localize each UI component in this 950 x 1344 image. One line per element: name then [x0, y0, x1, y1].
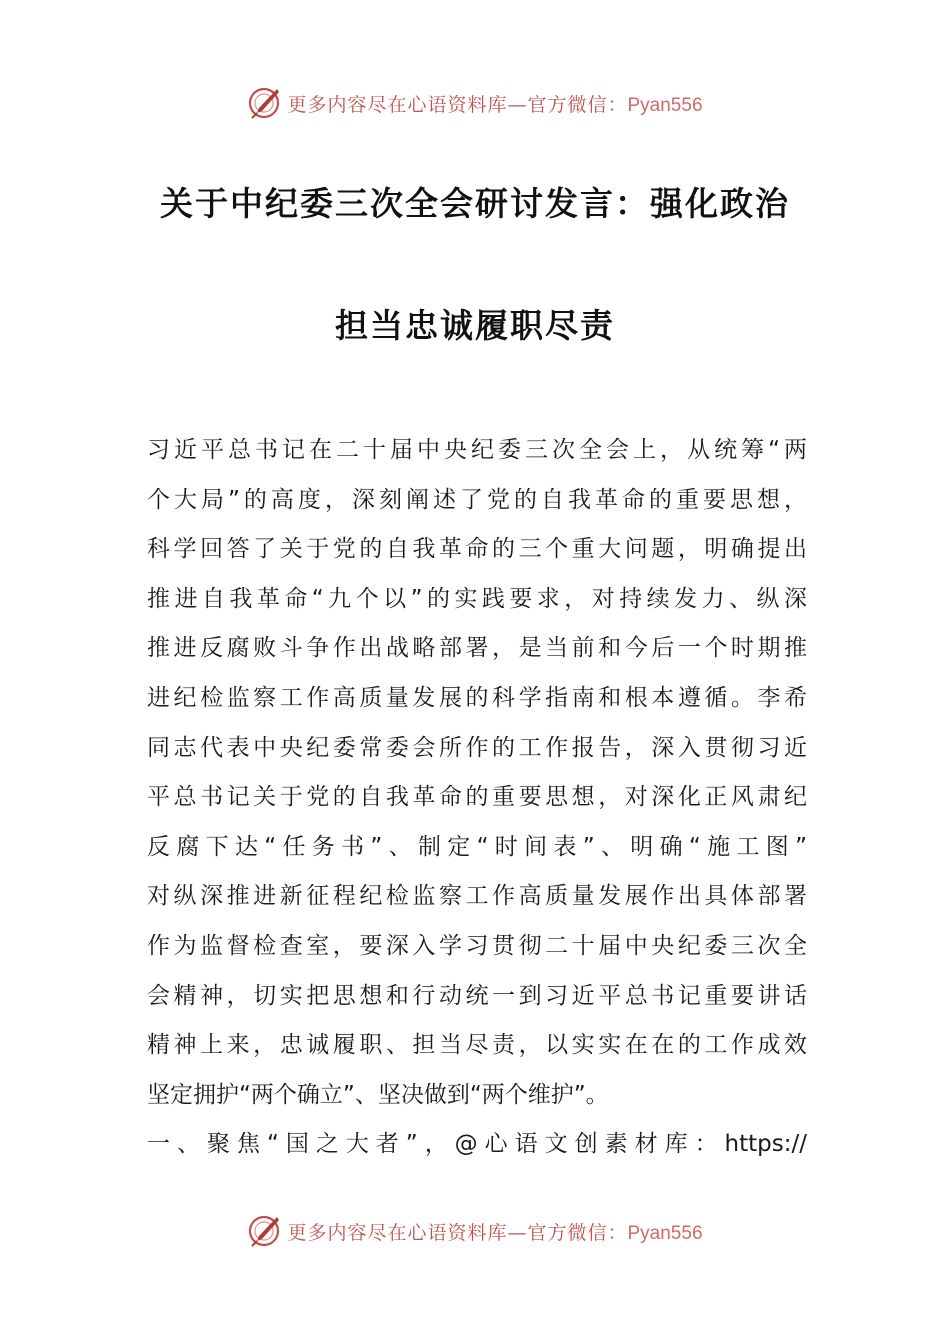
quill-circle-logo-icon	[247, 1214, 281, 1248]
header-watermark	[0, 83, 950, 123]
body-line: 会精神，切实把思想和行动统一到习近平总书记重要讲话	[147, 982, 807, 1009]
body-line: 精神上来，忠诚履职、担当尽责，以实实在在的工作成效	[147, 1032, 807, 1059]
body-line: 推进自我革命“九个以”的实践要求，对持续发力、纵深	[147, 585, 807, 612]
section-heading-line: 一、聚焦“国之大者”，@心语文创素材库：https://	[147, 1131, 807, 1158]
body-line: 作为监督检查室，要深入学习贯彻二十届中央纪委三次全	[147, 932, 807, 959]
page-title-line-2: 担当忠诚履职尽责	[335, 306, 615, 345]
watermark-account: Pyan556	[627, 1222, 703, 1244]
body-line: 推进反腐败斗争作出战略部署，是当前和今后一个时期推	[147, 635, 807, 662]
body-line: 反腐下达“任务书”、制定“时间表”、明确“施工图”	[147, 833, 807, 860]
body-paragraph	[147, 430, 807, 1174]
body-line: 科学回答了关于党的自我革命的三个重大问题，明确提出	[147, 536, 807, 563]
page-title-line-1: 关于中纪委三次全会研讨发言：强化政治	[160, 184, 790, 223]
footer-watermark	[0, 1211, 950, 1251]
body-line: 对纵深推进新征程纪检监察工作高质量发展作出具体部署	[147, 883, 807, 910]
watermark-text: 更多内容尽在心语资料库—官方微信：Pyan556	[287, 93, 703, 116]
quill-circle-logo-icon	[247, 86, 281, 120]
watermark-account: Pyan556	[627, 94, 703, 116]
body-line: 平总书记关于党的自我革命的重要思想，对深化正风肃纪	[147, 784, 807, 811]
body-line: 习近平总书记在二十届中央纪委三次全会上，从统筹“两	[147, 437, 807, 463]
body-line: 同志代表中央纪委常委会所作的工作报告，深入贯彻习近	[147, 734, 807, 761]
body-line: 个大局”的高度，深刻阐述了党的自我革命的重要思想，	[147, 486, 807, 513]
watermark-text: 更多内容尽在心语资料库—官方微信：Pyan556	[287, 1221, 703, 1244]
body-line: 坚定拥护“两个确立”、坚决做到“两个维护”。	[147, 1081, 609, 1108]
body-line: 进纪检监察工作高质量发展的科学指南和根本遵循。李希	[147, 684, 807, 711]
